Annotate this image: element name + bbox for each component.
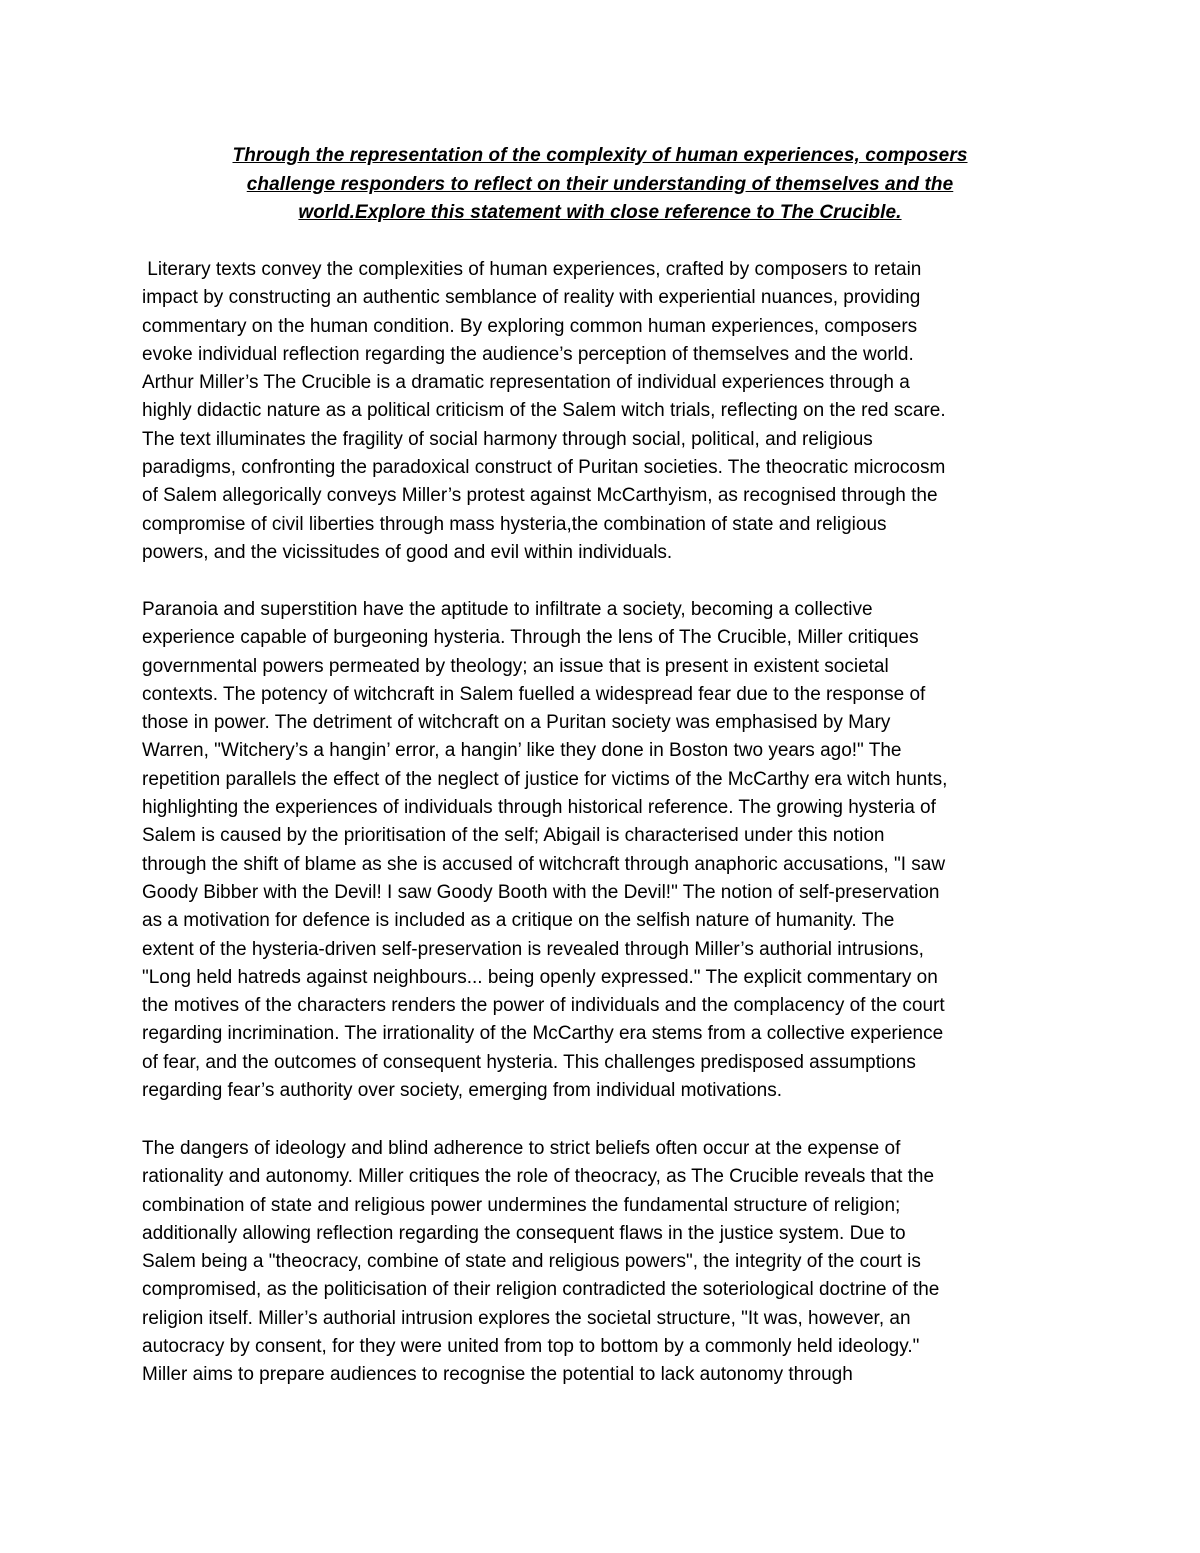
text-line: impact by constructing an authentic semblance of reality with experiential nuances, providing — [142, 287, 921, 309]
text-line: paradigms, confronting the paradoxical construct of Puritan societies. The theocratic microcosm — [142, 457, 946, 479]
paragraph-hysteria — [142, 596, 1072, 1105]
text-line: Miller aims to prepare audiences to recognise the potential to lack autonomy through — [142, 1364, 853, 1386]
text-line: Arthur Miller’s The Crucible is a dramatic representation of individual experiences through a — [142, 372, 910, 394]
text-line: Salem being a "theocracy, combine of state and religious powers", the integrity of the court is — [142, 1251, 921, 1273]
title-line: Through the representation of the complexity of human experiences, composers — [232, 145, 968, 166]
paragraph-introduction — [142, 256, 1072, 567]
text-line: Paranoia and superstition have the aptitude to infiltrate a society, becoming a collective — [142, 599, 873, 620]
text-line: Literary texts convey the complexities of human experiences, crafted by composers to retain — [142, 259, 922, 280]
text-line: the motives of the characters renders the power of individuals and the complacency of the court — [142, 995, 945, 1017]
text-line: rationality and autonomy. Miller critiques the role of theocracy, as The Crucible reveals that the — [142, 1166, 935, 1188]
title-line: challenge responders to reflect on their understanding of themselves and the — [246, 173, 954, 195]
text-line: The dangers of ideology and blind adherence to strict beliefs often occur at the expense of — [142, 1138, 901, 1159]
paragraph-theocracy — [142, 1135, 1072, 1390]
text-line: powers, and the vicissitudes of good and evil within individuals. — [142, 541, 673, 563]
text-line: compromise of civil liberties through mass hysteria,the combination of state and religious — [142, 513, 887, 535]
text-line: as a motivation for defence is included as a critique on the selfish nature of humanity. The — [142, 910, 895, 932]
text-line: through the shift of blame as she is accused of witchcraft through anaphoric accusations, "I saw — [142, 853, 946, 875]
text-line: those in power. The detriment of witchcraft on a Puritan society was emphasised by Mary — [142, 712, 891, 734]
text-line: experience capable of burgeoning hysteria. Through the lens of The Crucible, Miller critiques — [142, 627, 919, 649]
text-line: combination of state and religious power undermines the fundamental structure of religion; — [142, 1194, 901, 1216]
text-line: regarding incrimination. The irrationality of the McCarthy era stems from a collective experience — [142, 1023, 944, 1045]
essay-title — [150, 142, 1050, 228]
text-line: The text illuminates the fragility of social harmony through social, political, and religious — [142, 428, 873, 450]
text-line: additionally allowing reflection regarding the consequent flaws in the justice system. Due to — [142, 1222, 906, 1244]
title-line: world.Explore this statement with close reference to The Crucible. — [298, 202, 902, 223]
text-line: repetition parallels the effect of the neglect of justice for victims of the McCarthy era witch hunts, — [142, 768, 948, 790]
text-line: Goody Bibber with the Devil! I saw Goody Booth with the Devil!" The notion of self-preservation — [142, 881, 940, 903]
text-line: governmental powers permeated by theology; an issue that is present in existent societal — [142, 655, 889, 677]
text-line: religion itself. Miller’s authorial intrusion explores the societal structure, "It was, however, an — [142, 1307, 911, 1329]
text-line: highlighting the experiences of individuals through historical reference. The growing hysteria of — [142, 797, 936, 819]
text-line: evoke individual reflection regarding the audience’s perception of themselves and the world. — [142, 343, 914, 365]
text-line: compromised, as the politicisation of their religion contradicted the soteriological doctrine of the — [142, 1279, 940, 1301]
text-line: regarding fear’s authority over society, emerging from individual motivations. — [142, 1080, 782, 1102]
text-line: autocracy by consent, for they were united from top to bottom by a commonly held ideology." — [142, 1336, 920, 1358]
text-line: Warren, "Witchery’s a hangin’ error, a hangin’ like they done in Boston two years ago!" The — [142, 740, 902, 762]
text-line: commentary on the human condition. By exploring common human experiences, composers — [142, 315, 918, 337]
text-line: "Long held hatreds against neighbours... being openly expressed." The explicit commentary on — [142, 966, 938, 988]
text-line: extent of the hysteria-driven self-preservation is revealed through Miller’s authorial intrusions, — [142, 938, 924, 960]
text-line: of fear, and the outcomes of consequent hysteria. This challenges predisposed assumptions — [142, 1051, 916, 1073]
text-line: Salem is caused by the prioritisation of the self; Abigail is characterised under this notion — [142, 825, 885, 847]
text-line: highly didactic nature as a political criticism of the Salem witch trials, reflecting on the red scare. — [142, 400, 946, 422]
text-line: of Salem allegorically conveys Miller’s protest against McCarthyism, as recognised through the — [142, 485, 938, 507]
text-line: contexts. The potency of witchcraft in Salem fuelled a widespread fear due to the response of — [142, 683, 926, 705]
